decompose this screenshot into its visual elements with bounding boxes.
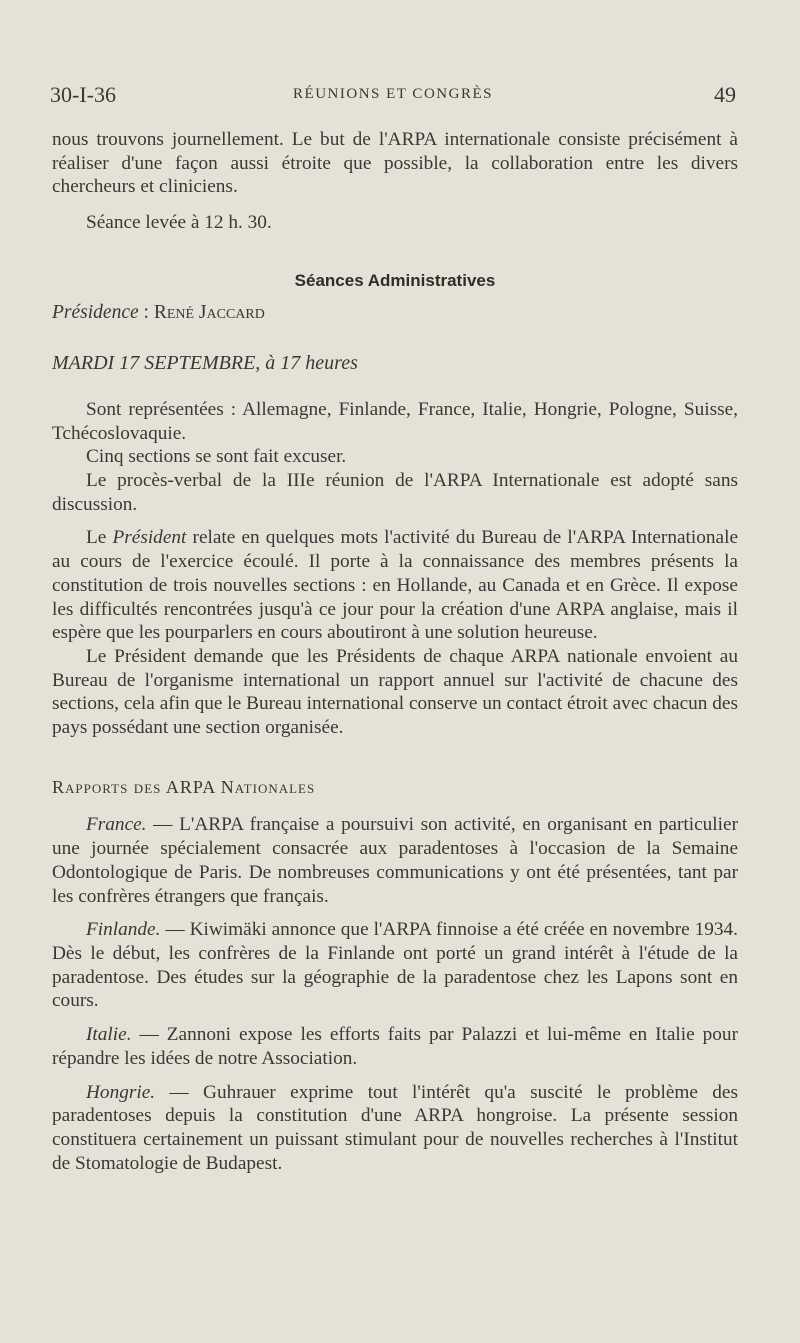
report-hongrie: [52, 1081, 738, 1176]
session-closed-paragraph: Séance levée à 12 h. 30.: [86, 212, 272, 234]
presidence-name: René Jaccard: [153, 301, 265, 323]
presidence-line: [52, 301, 738, 325]
report-finlande: [52, 918, 738, 1013]
session-date: [52, 352, 738, 376]
report-country: France.: [86, 814, 147, 836]
report-country: Hongrie.: [86, 1081, 156, 1103]
header-date: 30-I-36: [50, 82, 116, 107]
report-text: — L'ARPA française a poursuivi son activité, en organisant en particulier une journée spécialement consacrée aux paradentoses à l'occasion de la Semaine Odontologique de Paris. De nombreuses communications y ont été présentées, tant par les confrères étrangers que français.: [52, 814, 738, 907]
presidence-label: Présidence: [52, 301, 139, 323]
admin-paragraph-representees: Sont représentées : Allemagne, Finlande, France, Italie, Hongrie, Pologne, Suisse, Tchécoslovaquie.: [52, 398, 738, 444]
page-number: 49: [714, 82, 736, 107]
presidence-separator: :: [138, 301, 154, 323]
intro-paragraph: nous trouvons journellement. Le but de l'ARPA internationale consiste précisément à réaliser d'une façon aussi étroite que possible, la collaboration entre les divers chercheurs et cliniciens.: [52, 129, 738, 198]
document-body: [52, 128, 738, 1175]
admin-p4-rest: relate en quelques mots l'activité du Bureau de l'ARPA Internationale au cours de l'exercice écoulé. Il porte à la connaissance des membres présents la constitution de trois nouvelles sections : en Hollande, au Canada et en Grèce. Il expose les difficultés rencontrées jusqu'à ce jour pour la création d'une ARPA anglaise, mais il espère que les pourparlers en cours aboutiront à une solution heureuse.: [52, 527, 739, 644]
admin-paragraph-rapport-annuel: Le Président demande que les Présidents de chaque ARPA nationale envoient au Bureau de l'organisme international un rapport annuel sur l'activité de chacune des sections, cela afin que le Bureau international conserve un contact étroit avec chacun des pays possédant une section organisée.: [52, 645, 738, 739]
admin-paragraph-excuses: Cinq sections se sont fait excuser.: [86, 446, 347, 468]
admin-p4-president: Président: [112, 527, 187, 549]
section-heading-rapports: Rapports des ARPA Nationales: [52, 776, 316, 797]
admin-paragraph-president: [52, 526, 738, 645]
report-text: — Guhrauer exprime tout l'intérêt qu'a suscité le problème des paradentoses depuis la constitution d'une ARPA hongroise. La présente session constituera certainement un puissant stimulant pour de nouvelles recherches à l'Institut de Stomatologie de Budapest.: [52, 1081, 738, 1174]
admin-paragraph-proces-verbal: Le procès-verbal de la IIIe réunion de l'ARPA Internationale est adopté sans discussion.: [52, 470, 738, 515]
report-text: — Zannoni expose les efforts faits par Palazzi et lui-même en Italie pour répandre les idées de notre Association.: [52, 1024, 738, 1069]
section-heading-administratives: Séances Administratives: [294, 270, 496, 290]
session-date-main: MARDI 17 SEPTEMBRE, à 17: [52, 352, 301, 375]
report-country: Finlande.: [86, 919, 161, 941]
report-text: — Kiwimäki annonce que l'ARPA finnoise a été créée en novembre 1934. Dès le début, les confrères de la Finlande ont porté un grand intérêt à l'étude de la paradentose. Des études sur la géographie de la paradentose chez les Lapons sont en cours.: [52, 919, 738, 1012]
admin-p4-lead: Le: [86, 527, 113, 549]
session-date-hours: heures: [300, 352, 358, 375]
report-country: Italie.: [86, 1024, 132, 1046]
running-header: [50, 82, 736, 112]
report-italie: [52, 1023, 738, 1070]
report-france: [52, 813, 738, 908]
header-title: RÉUNIONS ET CONGRÈS: [293, 86, 493, 102]
